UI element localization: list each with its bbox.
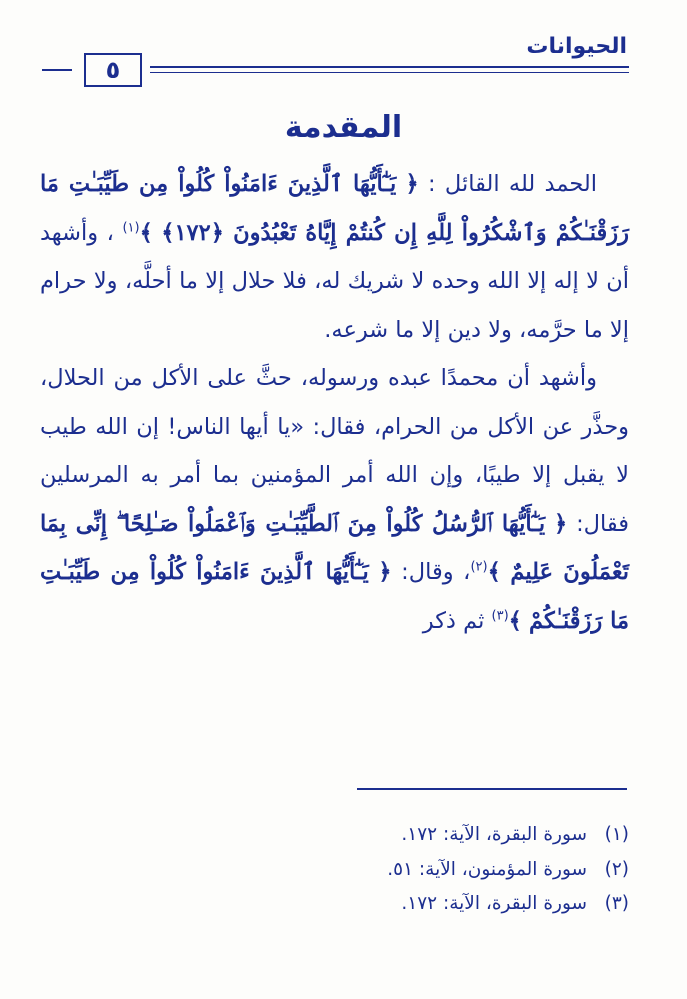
footnote-number: (٣): [604, 893, 629, 914]
footnote-ref[interactable]: (١): [122, 220, 140, 235]
quran-open-bracket: ﴿: [405, 171, 419, 197]
quran-verse: يَـٰٓأَيُّهَا ٱلَّذِينَ ءَامَنُواْ كُلُواْ مِن طَيِّبَـٰتِ مَا رَزَقْنَـٰكُمْ: [40, 559, 629, 634]
footnote-ref[interactable]: (٢): [470, 559, 488, 575]
quran-open-bracket: ﴿: [378, 559, 392, 585]
footnote-separator: [357, 788, 627, 790]
footnote-item: [229, 887, 629, 922]
text-run: وأشهد أن محمدًا عبده ورسوله، حثَّ على الأكل من الحلال، وحذَّر عن الأكل من الحرام، فقال: «يا أيها الناس! إن الله طيب لا يقبل إلا طيبًا، وإن الله أمر المؤمنين بما أمر به المرسلين فقال:: [40, 365, 630, 537]
body-text: [40, 160, 629, 645]
paragraph-1: [40, 160, 629, 354]
quran-verse: يَـٰٓأَيُّهَا ٱلَّذِينَ ءَامَنُواْ كُلُواْ مِن طَيِّبَـٰتِ مَا رَزَقْنَـٰكُمْ وَٱشْكُرُواْ لِلَّهِ إِن كُنتُمْ إِيَّاهُ تَعْبُدُونَ ﴿١٧٢﴾: [40, 171, 630, 246]
header-rule-thin: [150, 72, 629, 73]
quran-close-bracket: ﴾: [508, 607, 522, 634]
footnote-number: (٢): [604, 858, 629, 880]
text-run: ، وأشهد أن لا إله إلا الله وحده لا شريك له، فلا حلال إلا ما أحلَّه، ولا حرام إلا ما حرَّمه، ولا دين إلا ما شرعه.: [40, 219, 629, 343]
text-run: الحمد لله القائل :: [428, 171, 597, 197]
quran-verse: يَـٰٓأَيُّهَا ٱلرُّسُلُ كُلُواْ مِنَ ٱلطَّيِّبَـٰتِ وَٱعْمَلُواْ صَـٰلِحًا ۖ إِنِّى بِمَا تَعْمَلُونَ عَلِيمٌ: [40, 510, 630, 585]
text-run: ثم ذكر: [422, 607, 485, 634]
footnote-ref[interactable]: (٣): [491, 608, 509, 623]
quran-close-bracket: ﴾: [139, 219, 153, 246]
running-header-title: الحيوانات: [526, 34, 627, 59]
footnote-number: (١): [604, 824, 629, 845]
page-number: ٥: [84, 53, 142, 87]
paragraph-2: [40, 354, 629, 645]
footnote-text: سورة المؤمنون، الآية: ٥١.: [387, 858, 587, 880]
footnotes: [229, 818, 629, 922]
section-title: المقدمة: [284, 110, 403, 145]
quran-close-bracket: ﴾: [487, 559, 501, 585]
text-run: ، وقال:: [401, 559, 471, 585]
footnote-item: [229, 818, 629, 853]
footnote-item: [229, 853, 629, 888]
quran-open-bracket: ﴿: [554, 510, 568, 537]
footnote-text: سورة البقرة، الآية: ١٧٢.: [401, 893, 587, 914]
header-rule-left: [42, 69, 72, 71]
header-rule: [150, 66, 629, 68]
footnote-text: سورة البقرة، الآية: ١٧٢.: [401, 824, 587, 845]
